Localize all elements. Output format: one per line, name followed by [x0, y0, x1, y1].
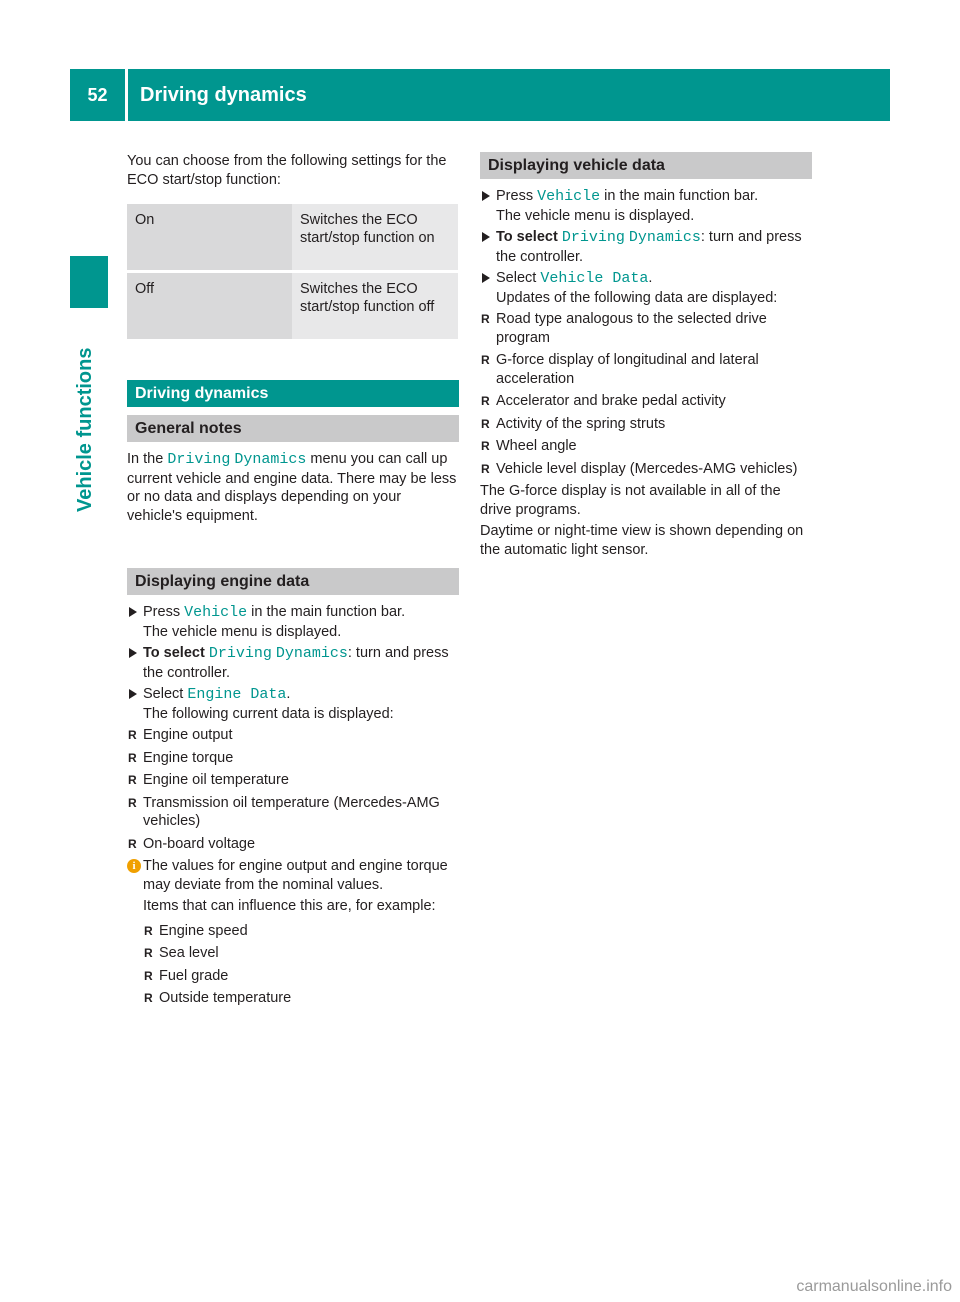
setting-cell: On	[127, 204, 292, 272]
general-notes-heading: General notes	[127, 415, 459, 442]
step-arrow-icon	[129, 689, 137, 699]
list-item: R Road type analogous to the selected drive program	[481, 311, 767, 346]
intro-text: You can choose from the following settings for the ECO start/stop function:	[127, 153, 447, 188]
list-item: R Engine speed	[144, 922, 248, 939]
bullet-icon: R	[128, 836, 137, 851]
list-item: R Activity of the spring struts	[481, 415, 666, 432]
watermark: carmanualsonline.info	[796, 1278, 952, 1295]
header-divider	[125, 69, 128, 121]
instruction-step: Select Vehicle Data. Updates of the following data are displayed:	[480, 269, 812, 307]
view-note: Daytime or night-time view is shown depending on the automatic light sensor.	[480, 523, 804, 558]
description-cell: Switches the ECO start/stop function off	[292, 272, 458, 341]
bullet-icon: R	[481, 353, 490, 367]
influence-list	[143, 922, 459, 1008]
instruction-step: Press Vehicle in the main function bar. The vehicle menu is displayed.	[127, 603, 459, 641]
engine-data-heading: Displaying engine data	[127, 568, 459, 595]
right-column	[480, 152, 812, 562]
list-item: R Vehicle level display (Mercedes-AMG vehicles)	[481, 460, 798, 477]
bullet-icon: R	[128, 750, 137, 765]
table-row	[127, 272, 458, 341]
info-note: i The values for engine output and engine torque may deviate from the nominal values. Items that can influence this are, for example: R Engine speed R Sea level R Fuel grade R Outside temperature	[127, 857, 459, 1008]
page-number: 52	[87, 84, 108, 105]
side-chapter-label-text: Vehicle functions	[74, 347, 96, 512]
list-item: R Engine oil temperature	[128, 772, 289, 788]
list-item: R Transmission oil temperature (Mercedes-AMG vehicles)	[128, 794, 440, 829]
left-column	[127, 152, 459, 1012]
step-arrow-icon	[129, 607, 137, 617]
step-arrow-icon	[482, 191, 490, 201]
general-notes-text: In the Driving Dynamics menu you can call up current vehicle and engine data. There may be less or no data and displays depending on your vehicle's equipment.	[127, 451, 457, 524]
instruction-step: Press Vehicle in the main function bar. The vehicle menu is displayed.	[480, 187, 812, 225]
chapter-title: Driving dynamics	[140, 83, 307, 106]
section-heading: Driving dynamics	[127, 380, 459, 407]
bullet-icon: R	[144, 946, 153, 960]
bullet-icon: R	[128, 795, 137, 810]
step-arrow-icon	[129, 648, 137, 658]
bullet-icon: R	[128, 728, 137, 742]
bullet-icon: R	[481, 439, 490, 453]
instruction-step: To select Driving Dynamics: turn and press the controller.	[127, 644, 459, 682]
menu-reference: Dynamics	[234, 451, 307, 468]
instruction-step: To select Driving Dynamics: turn and press the controller.	[480, 228, 812, 266]
settings-table	[127, 204, 458, 342]
bullet-icon: R	[144, 923, 153, 938]
bullet-icon: R	[481, 312, 490, 326]
bullet-icon: R	[481, 461, 490, 476]
list-item: R On-board voltage	[128, 835, 256, 852]
table-row	[127, 204, 458, 272]
setting-cell: Off	[127, 272, 292, 341]
list-item: R G-force display of longitudinal and lateral acceleration	[481, 352, 759, 387]
vehicle-data-heading: Displaying vehicle data	[480, 152, 812, 179]
bullet-icon: R	[128, 773, 137, 787]
list-item: R Sea level	[144, 945, 219, 961]
instruction-step: Select Engine Data. The following current data is displayed:	[127, 685, 459, 723]
list-item: R Accelerator and brake pedal activity	[481, 393, 726, 409]
menu-reference: Driving	[167, 451, 231, 468]
bullet-icon: R	[481, 416, 490, 431]
side-tab-marker	[70, 256, 108, 308]
list-item: R Engine torque	[128, 749, 234, 766]
list-item: R Outside temperature	[144, 990, 292, 1006]
info-icon: i	[127, 859, 141, 873]
side-chapter-label	[74, 347, 104, 512]
bullet-icon: R	[144, 968, 153, 983]
g-force-note: The G-force display is not available in all of the drive programs.	[480, 483, 781, 518]
bullet-icon: R	[144, 991, 153, 1005]
step-arrow-icon	[482, 232, 490, 242]
bullet-icon: R	[481, 394, 490, 408]
step-arrow-icon	[482, 273, 490, 283]
description-cell: Switches the ECO start/stop function on	[292, 204, 458, 272]
list-item: R Fuel grade	[144, 967, 229, 984]
list-item: R Wheel angle	[481, 438, 577, 454]
list-item: R Engine output	[128, 727, 233, 743]
